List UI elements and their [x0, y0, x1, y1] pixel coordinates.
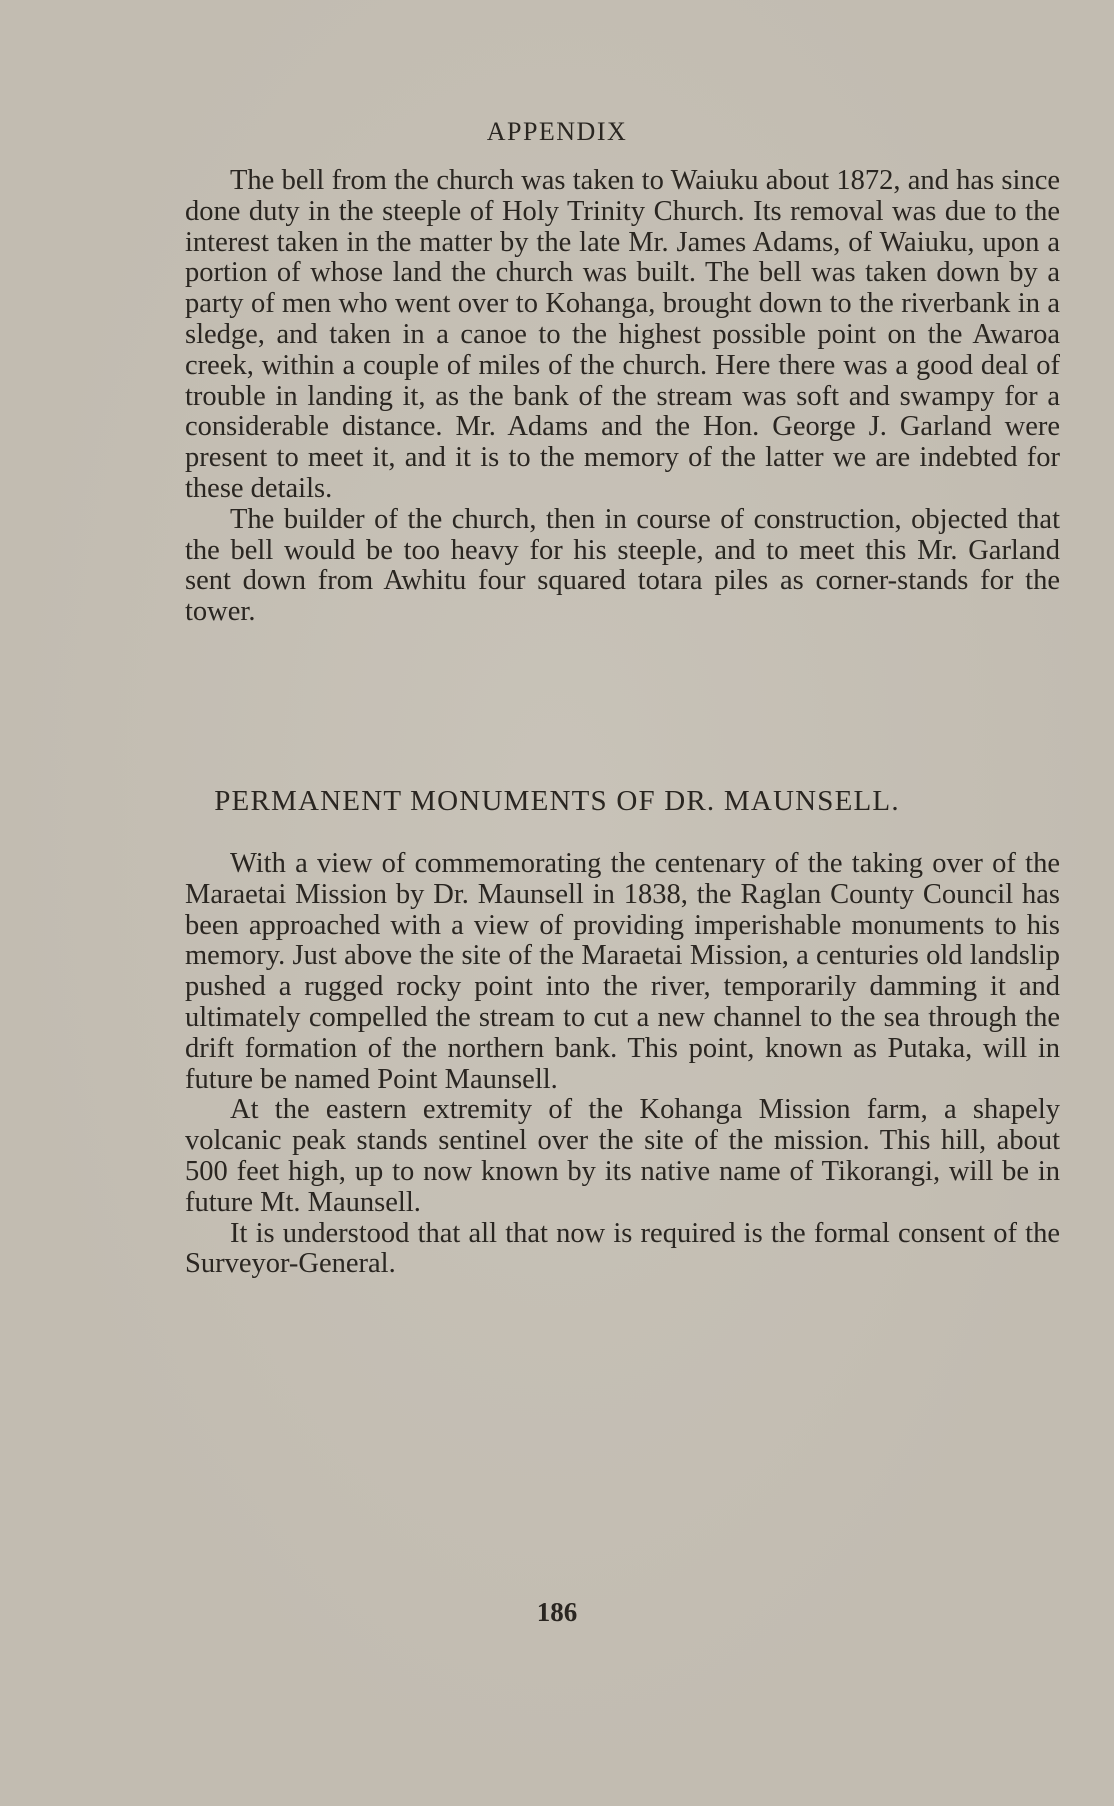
page-number: 186: [536, 1597, 578, 1627]
bell-paragraph-1: The bell from the church was taken to Waiuku about 1872, and has since done duty in the steeple of Holy Trinity Church. Its removal was due to the interest taken in the matter by the late Mr. James Adams, of Waiuku, upon a portion of whose land the church was built. The bell was taken down by a party of men who went over to Kohanga, brought down to the riverbank in a sledge, and taken in a canoe to the highest possible point on the Awaroa creek, within a couple of miles of the church. Here there was a good deal of trouble in landing it, as the bank of the stream was soft and swampy for a considerable distance. Mr. Adams and the Hon. George J. Garland were present to meet it, and it is to the memory of the latter we are indebted for these details.: [185, 165, 1060, 504]
monuments-paragraph-1: With a view of commemorating the centenary of the taking over of the Maraetai Mission by Dr. Maunsell in 1838, the Raglan County Council has been approached with a view of providing imperishable monuments to his memory. Just above the site of the Maraetai Mission, a centuries old landslip pushed a rugged rocky point into the river, temporarily damming it and ultimately compelled the stream to cut a new channel to the sea through the drift formation of the northern bank. This point, known as Putaka, will in future be named Point Maunsell.: [185, 848, 1060, 1095]
monuments-paragraph-3: It is understood that all that now is required is the formal consent of the Surveyor-General.: [185, 1217, 1060, 1280]
monuments-paragraph-2: At the eastern extremity of the Kohanga Mission farm, a shapely volcanic peak stands sentinel over the site of the mission. This hill, about 500 feet high, up to now known by its native name of Tikorangi, will be in future Mt. Maunsell.: [185, 1094, 1060, 1218]
bell-paragraph-2: The builder of the church, then in course of construction, objected that the bell would be too heavy for his steeple, and to meet this Mr. Garland sent down from Awhitu four squared totara piles as corner-stands for the tower.: [185, 503, 1060, 628]
bell-section: [185, 166, 1060, 628]
monuments-section: [185, 849, 1060, 1280]
running-header: APPENDIX: [486, 117, 628, 146]
section-title: PERMANENT MONUMENTS OF DR. MAUNSELL.: [214, 785, 900, 817]
